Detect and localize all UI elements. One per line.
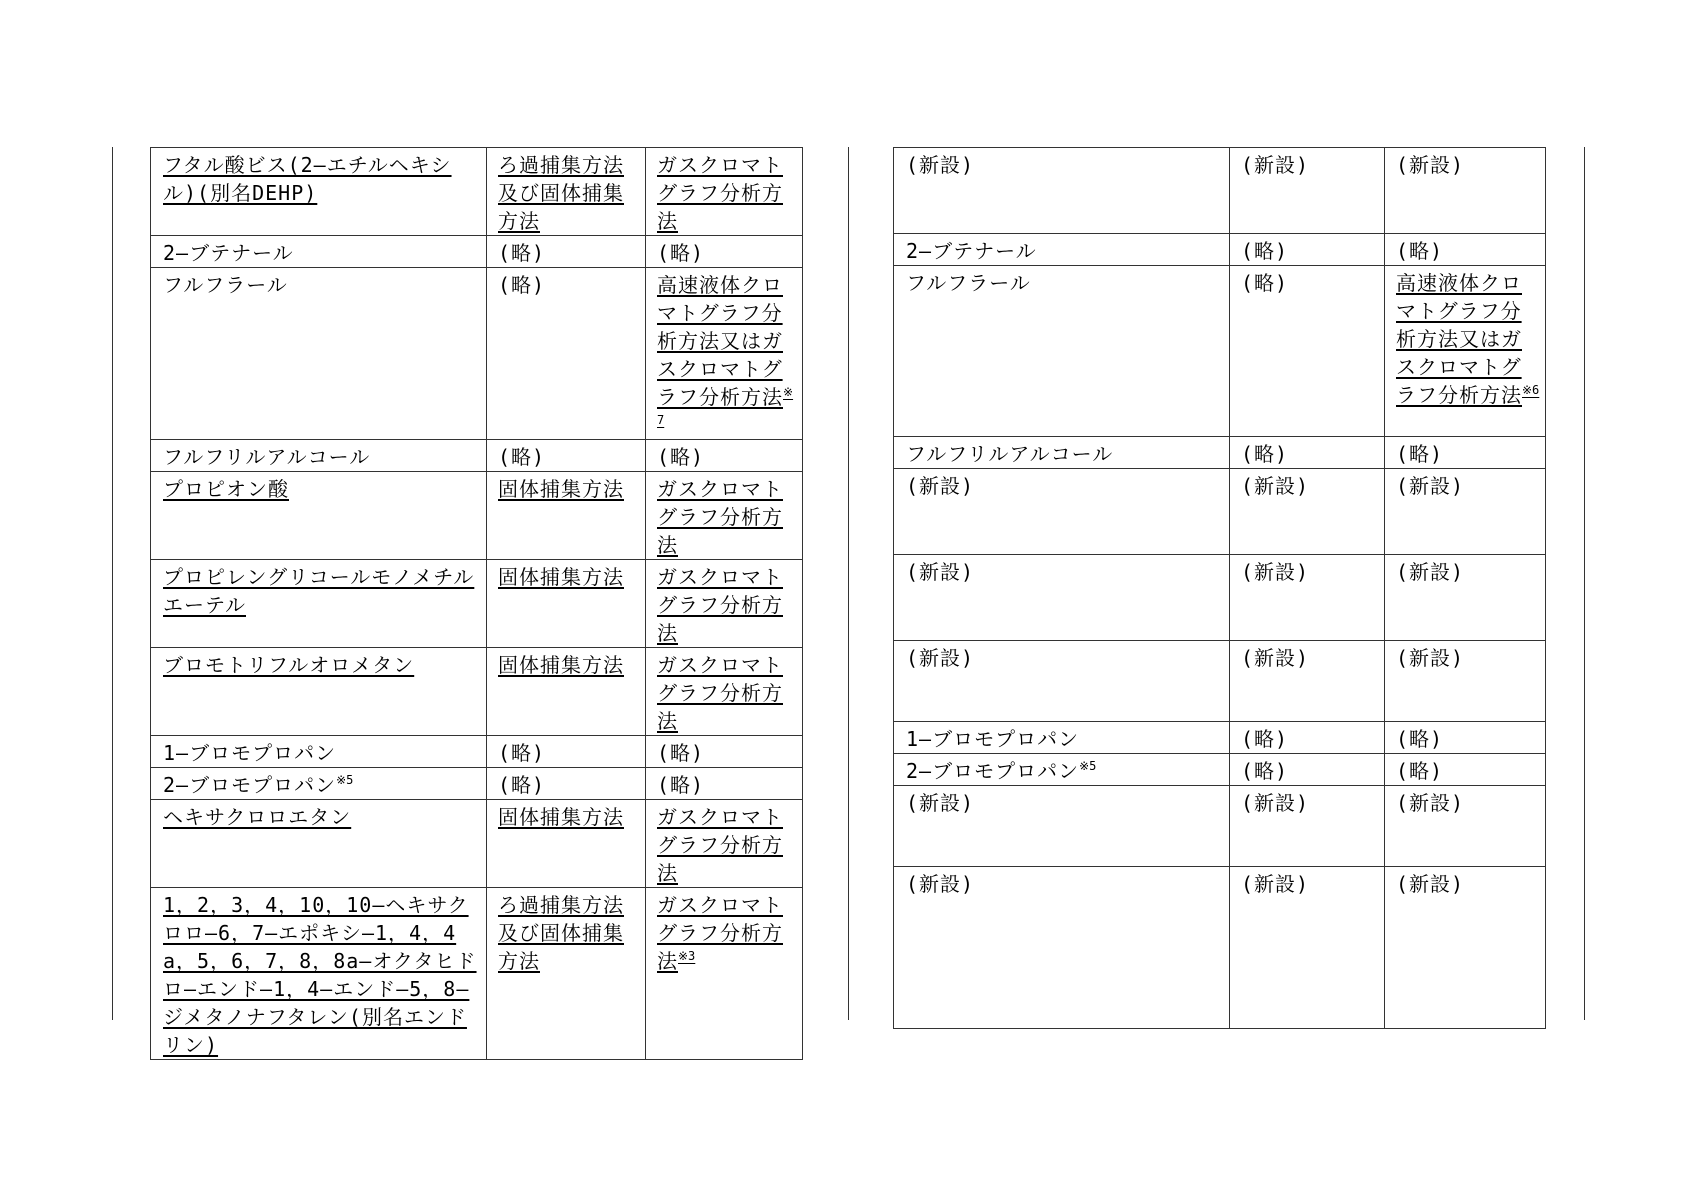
left_table-name-cell [151,268,487,440]
left_table-name-text: プロピオン酸 [163,477,289,501]
left_table-name-cell [151,768,487,800]
left_table-method-text: ろ過捕集方法及び固体捕集方法 [498,153,624,233]
left_table-method-text: (略) [498,241,546,265]
left_table-name-text: ブロモトリフルオロメタン [163,653,415,677]
table-row [894,469,1546,555]
right_table-analysis-text: (略) [1396,239,1444,263]
right_table-analysis-text: (新設) [1396,791,1465,815]
right_table-method-text: (略) [1241,271,1289,295]
right_table-analysis-cell [1385,754,1546,786]
left_table-name-footnote-mark: ※5 [336,773,354,787]
table-row [151,148,803,236]
right_table-analysis-cell [1385,641,1546,722]
left_table-analysis-cell [646,736,803,768]
left_table-name-cell [151,888,487,1060]
left_table-method-text: (略) [498,773,546,797]
right_table-name-text: 2―ブロモプロパン [906,759,1080,783]
right_table-name-cell [894,148,1230,234]
left_table-analysis-cell [646,560,803,648]
right_table-method-text: (略) [1241,442,1289,466]
right_table-analysis-text: (略) [1396,727,1444,751]
left_table-name-cell [151,236,487,268]
left_table-name-cell [151,560,487,648]
table-row [151,560,803,648]
left_table-name-cell [151,648,487,736]
right_table-name-text: (新設) [906,560,975,584]
right_table-name-text: (新設) [906,791,975,815]
table-row [151,268,803,440]
left_table-name-text: プロピレングリコールモノメチルエーテル [163,565,475,617]
left_table-method-text: 固体捕集方法 [498,653,624,677]
left_table-method-cell [487,888,646,1060]
left_table-method-cell [487,736,646,768]
right_table-name-text: (新設) [906,474,975,498]
right_table-method-cell [1230,786,1385,867]
right_table-method-cell [1230,722,1385,754]
left_table-name-cell [151,736,487,768]
left_table-analysis-cell [646,472,803,560]
right_table-name-cell [894,641,1230,722]
right_table-name-cell [894,754,1230,786]
left_table-method-cell [487,648,646,736]
right_table-method-cell [1230,555,1385,641]
right_table-analysis-text: 高速液体クロマトグラフ分析方法又はガスクロマトグラフ分析方法 [1396,271,1522,407]
left_table-method-text: 固体捕集方法 [498,477,624,501]
left_table-name-text: 1―ブロモプロパン [163,741,337,765]
left_table-name-text: 2―ブテナール [163,241,294,265]
table-row [151,472,803,560]
left_table-analysis-text: ガスクロマトグラフ分析方法 [657,893,783,973]
right_table-analysis-text: (略) [1396,759,1444,783]
right_table-analysis-cell [1385,867,1546,1029]
center-divider-rule [848,147,849,1020]
left_table-method-text: (略) [498,273,546,297]
right_table-method-text: (新設) [1241,153,1310,177]
left_table-method-cell [487,148,646,236]
left_table-analysis-text: ガスクロマトグラフ分析方法 [657,153,783,233]
table-row [894,641,1546,722]
table-row [894,437,1546,469]
right_table-method-cell [1230,641,1385,722]
table-row [151,736,803,768]
table-row [894,555,1546,641]
right_table-analysis-text: (新設) [1396,872,1465,896]
right_table-analysis-cell [1385,148,1546,234]
right_table-method-text: (新設) [1241,872,1310,896]
left_table-method-cell [487,472,646,560]
right_table-analysis-cell [1385,786,1546,867]
table-row [151,236,803,268]
right_table-analysis-text: (新設) [1396,474,1465,498]
right_table-analysis-cell [1385,266,1546,437]
left_table-analysis-text: (略) [657,741,705,765]
left_table-name-text: フルフリルアルコール [163,445,371,469]
left_table-analysis-cell [646,268,803,440]
left_table-method-cell [487,560,646,648]
right_table-method-text: (新設) [1241,474,1310,498]
left_table-analysis-text: (略) [657,445,705,469]
table-row [151,800,803,888]
left_table-name-cell [151,148,487,236]
right_table-name-text: (新設) [906,153,975,177]
right_table-name-cell [894,469,1230,555]
table-row [894,754,1546,786]
right_table-name-cell [894,786,1230,867]
table-row [151,888,803,1060]
left_table-name-text: フタル酸ビス(2―エチルヘキシル)(別名DEHP) [163,153,452,205]
right_table-name-text: 1―ブロモプロパン [906,727,1080,751]
left_table-name-text: 2―ブロモプロパン [163,773,337,797]
left_table-name-cell [151,440,487,472]
left_table-method-cell [487,800,646,888]
right_table-method-text: (略) [1241,759,1289,783]
left_table-method-cell [487,440,646,472]
left_table-name-text: ヘキサクロロエタン [163,805,352,829]
current-table [893,147,1546,1029]
left_table-analysis-text: ガスクロマトグラフ分析方法 [657,565,783,645]
left_table-analysis-text: 高速液体クロマトグラフ分析方法又はガスクロマトグラフ分析方法 [657,273,783,409]
right_table-analysis-text: (新設) [1396,153,1465,177]
right_table-analysis-cell [1385,234,1546,266]
left_table-method-text: 固体捕集方法 [498,805,624,829]
right_table-analysis-cell [1385,555,1546,641]
left_table-method-cell [487,268,646,440]
table-row [151,648,803,736]
right-margin-rule [1584,147,1585,1020]
left_table-analysis-text: (略) [657,773,705,797]
right_table-name-cell [894,555,1230,641]
table-row [894,786,1546,867]
left_table-analysis-cell [646,648,803,736]
right_table-method-cell [1230,234,1385,266]
right_table-method-cell [1230,867,1385,1029]
right_table-analysis-footnote-mark: ※6 [1522,383,1540,397]
left_table-name-cell [151,800,487,888]
left_table-analysis-cell [646,440,803,472]
right_table-name-text: フルフリルアルコール [906,442,1114,466]
left-margin-rule [112,147,113,1020]
right_table-name-text: 2―ブテナール [906,239,1037,263]
left_table-analysis-cell [646,888,803,1060]
left_table-method-text: ろ過捕集方法及び固体捕集方法 [498,893,624,973]
revised-table-body [151,148,803,1060]
right_table-method-cell [1230,437,1385,469]
left_table-method-text: (略) [498,741,546,765]
right_table-method-cell [1230,148,1385,234]
table-row [894,722,1546,754]
left_table-analysis-text: (略) [657,241,705,265]
right_table-method-text: (略) [1241,727,1289,751]
revised-table [150,147,803,1060]
left_table-method-cell [487,768,646,800]
right_table-method-text: (新設) [1241,646,1310,670]
right_table-name-footnote-mark: ※5 [1079,759,1097,773]
right_table-analysis-cell [1385,437,1546,469]
right_table-method-text: (新設) [1241,560,1310,584]
left_table-analysis-cell [646,148,803,236]
table-row [894,266,1546,437]
right_table-method-text: (略) [1241,239,1289,263]
right_table-name-cell [894,234,1230,266]
right_table-analysis-cell [1385,469,1546,555]
left_table-method-text: (略) [498,445,546,469]
left_table-analysis-cell [646,236,803,268]
right_table-analysis-text: (新設) [1396,646,1465,670]
table-row [894,867,1546,1029]
right_table-name-text: (新設) [906,646,975,670]
right_table-method-text: (新設) [1241,791,1310,815]
right_table-name-text: フルフラール [906,271,1031,295]
left_table-analysis-text: ガスクロマトグラフ分析方法 [657,653,783,733]
right_table-analysis-cell [1385,722,1546,754]
right_table-name-cell [894,867,1230,1029]
right_table-analysis-text: (新設) [1396,560,1465,584]
right_table-name-text: (新設) [906,872,975,896]
left_table-analysis-footnote-mark: ※7 [657,385,794,427]
right_table-name-cell [894,266,1230,437]
left_table-method-cell [487,236,646,268]
right_table-method-cell [1230,266,1385,437]
left_table-name-text: フルフラール [163,273,288,297]
right_table-method-cell [1230,754,1385,786]
left_table-analysis-text: ガスクロマトグラフ分析方法 [657,477,783,557]
table-row [894,234,1546,266]
left_table-method-text: 固体捕集方法 [498,565,624,589]
right_table-method-cell [1230,469,1385,555]
left_table-analysis-cell [646,800,803,888]
table-row [151,768,803,800]
current-table-body [894,148,1546,1029]
right_table-name-cell [894,722,1230,754]
left_table-analysis-cell [646,768,803,800]
left_table-name-text: 1，2，3，4，10，10―ヘキサクロロ―6，7―エポキシ―1，4，4a，5，6，7，8，8a―オクタヒドロ―エンド―1，4―エンド―5，8―ジメタノナフタレン(別名エンドリン) [163,893,477,1057]
table-row [894,148,1546,234]
left_table-name-cell [151,472,487,560]
right_table-analysis-text: (略) [1396,442,1444,466]
left_table-analysis-footnote-mark: ※3 [678,949,696,963]
left_table-analysis-text: ガスクロマトグラフ分析方法 [657,805,783,885]
right_table-name-cell [894,437,1230,469]
table-row [151,440,803,472]
